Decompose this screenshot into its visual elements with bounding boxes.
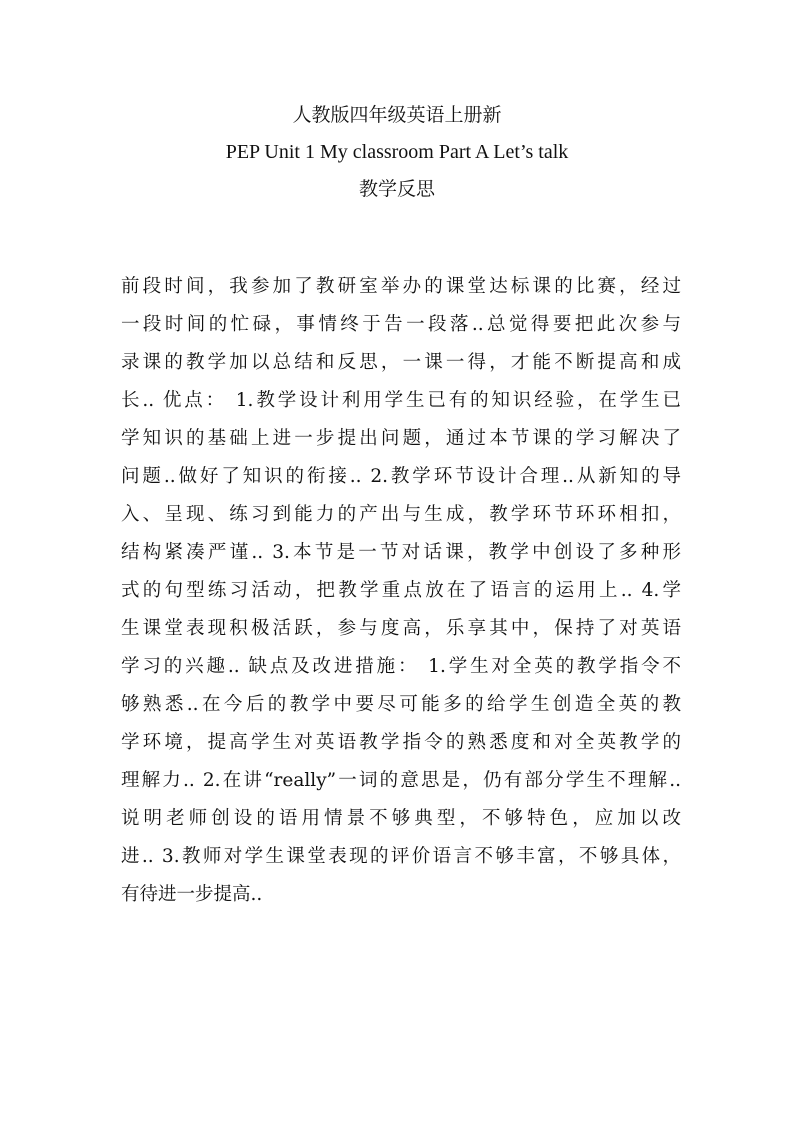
paragraph-line: 学环境，提高学生对英语教学指令的熟悉度和对全英教学的 xyxy=(121,732,681,753)
paragraph-line: 有待进一步提高.. xyxy=(121,884,263,905)
paragraph-line: 前段时间，我参加了教研室举办的课堂达标课的比赛，经过 xyxy=(121,276,681,297)
paragraph-line: 理解力.. 2.在讲“really”一词的意思是，仍有部分学生不理解.. xyxy=(121,770,681,791)
document-title xyxy=(0,102,794,213)
paragraph-line: 式的句型练习活动，把教学重点放在了语言的运用上.. 4.学 xyxy=(121,580,681,601)
paragraph-line: 录课的教学加以总结和反思，一课一得，才能不断提高和成 xyxy=(121,352,681,373)
paragraph-line: 学知识的基础上进一步提出问题，通过本节课的学习解决了 xyxy=(121,428,681,449)
paragraph-line: 问题..做好了知识的衔接.. 2.教学环节设计合理..从新知的导 xyxy=(121,466,681,487)
paragraph-line: 生课堂表现积极活跃，参与度高，乐享其中，保持了对英语 xyxy=(121,618,681,639)
paragraph-line: 一段时间的忙碌，事情终于告一段落..总觉得要把此次参与 xyxy=(121,314,681,335)
title-line-2: PEP Unit 1 My classroom Part A Let’s talk xyxy=(225,141,569,163)
paragraph-line: 进.. 3.教师对学生课堂表现的评价语言不够丰富，不够具体， xyxy=(121,846,681,867)
paragraph-line: 结构紧凑严谨.. 3.本节是一节对话课，教学中创设了多种形 xyxy=(121,542,681,563)
paragraph-line: 够熟悉..在今后的教学中要尽可能多的给学生创造全英的教 xyxy=(121,694,681,715)
title-line-3: 教学反思 xyxy=(358,178,435,200)
paragraph-line: 入、呈现、练习到能力的产出与生成，教学环节环环相扣， xyxy=(121,504,681,525)
paragraph-line: 学习的兴趣.. 缺点及改进措施： 1.学生对全英的教学指令不 xyxy=(121,656,681,677)
paragraph-line: 长.. 优点： 1.教学设计利用学生已有的知识经验，在学生已 xyxy=(121,390,681,411)
reflection-paragraph xyxy=(121,268,681,914)
paragraph-line: 说明老师创设的语用情景不够典型，不够特色，应加以改 xyxy=(121,808,681,829)
title-line-1: 人教版四年级英语上册新 xyxy=(292,104,502,126)
